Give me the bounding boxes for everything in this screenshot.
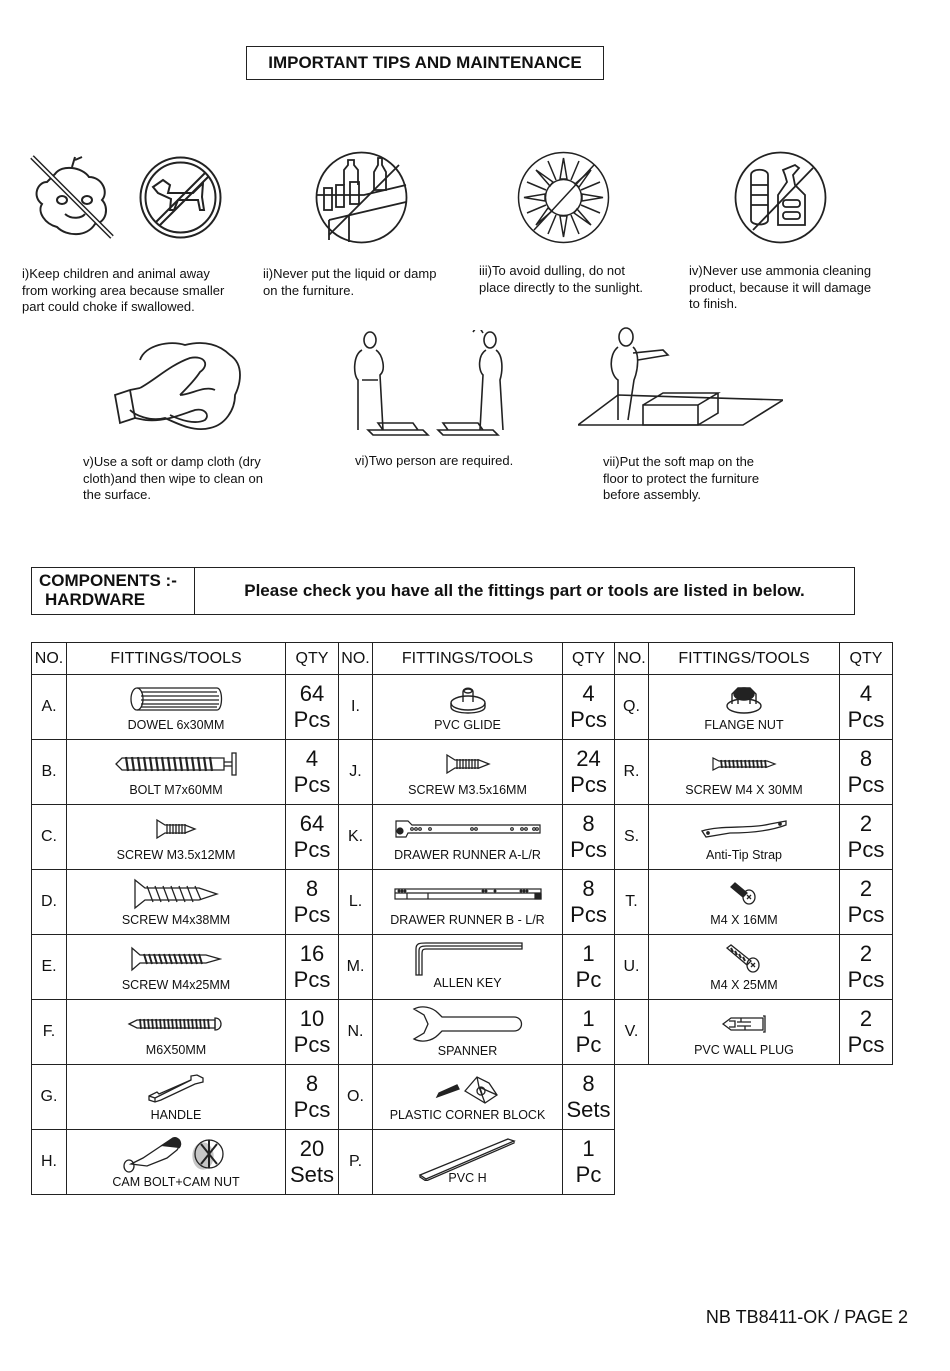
item-qty (286, 675, 339, 740)
item-fitting (373, 740, 563, 805)
allen-key-icon (412, 944, 524, 974)
no-ammonia-cleaner-icon (733, 150, 828, 245)
qty-unit: Pcs (847, 707, 885, 732)
item-qty (563, 740, 615, 805)
qty-number: 4 (859, 681, 873, 706)
qty-number: 1 (582, 941, 595, 966)
table-row (32, 935, 893, 1000)
item-fitting (649, 805, 840, 870)
components-instruction: Please check you have all the fittings part or tools are listed in below. (244, 581, 805, 600)
tip-line: i)Keep children and animal away (22, 266, 210, 281)
empty-cell (615, 1130, 893, 1195)
tip-v-text (83, 454, 263, 504)
qty-unit: Pcs (293, 1032, 331, 1057)
item-no: K. (339, 805, 373, 870)
item-no: G. (32, 1065, 67, 1130)
table-row (32, 1130, 893, 1195)
item-no: M. (339, 935, 373, 1000)
item-qty (840, 935, 893, 1000)
page-title: IMPORTANT TIPS AND MAINTENANCE (246, 46, 604, 80)
item-no: V. (615, 1000, 649, 1065)
item-fitting (67, 805, 286, 870)
qty-number: 16 (299, 941, 325, 966)
item-name: CAM BOLT+CAM NUT (112, 1175, 240, 1189)
tip-line: vi)Two person are required. (355, 453, 514, 468)
item-fitting (67, 675, 286, 740)
cam-bolt-nut-icon (121, 1135, 231, 1173)
no-sunlight-icon (516, 150, 611, 245)
qty-unit: Pcs (293, 707, 331, 732)
tip-iv-text (689, 263, 871, 313)
item-qty (286, 1000, 339, 1065)
item-qty (286, 935, 339, 1000)
qty-number: 1 (582, 1006, 595, 1031)
item-no: L. (339, 870, 373, 935)
item-no: P. (339, 1130, 373, 1195)
item-qty (563, 675, 615, 740)
qty-number: 4 (582, 681, 595, 706)
item-fitting (373, 870, 563, 935)
item-name: PVC H (448, 1171, 487, 1185)
qty-unit: Pcs (570, 707, 607, 732)
strap-icon (700, 812, 788, 846)
hand-wiping-cloth-icon (110, 340, 260, 435)
components-header (31, 567, 855, 615)
tip-line: iv)Never use ammonia cleaning (689, 263, 872, 278)
tip-line: iii)To avoid dulling, do not (479, 263, 625, 278)
item-name: Anti-Tip Strap (706, 848, 782, 862)
pan-head-screw-icon (725, 942, 763, 976)
tip-line: to finish. (689, 296, 738, 311)
header-no: NO. (339, 643, 373, 675)
qty-number: 8 (582, 1071, 595, 1096)
table-header-row (32, 643, 893, 675)
item-no: D. (32, 870, 67, 935)
components-label-line2: HARDWARE (45, 590, 146, 609)
item-fitting (649, 740, 840, 805)
corner-block-icon (435, 1072, 501, 1106)
item-fitting (373, 675, 563, 740)
tip-line: the surface. (83, 487, 151, 502)
qty-number: 64 (299, 681, 325, 706)
tip-line: v)Use a soft or damp cloth (dry (83, 454, 261, 469)
item-name: BOLT M7x60MM (129, 783, 223, 797)
long-screw-icon (127, 1007, 225, 1041)
header-fittings: FITTINGS/TOOLS (373, 643, 563, 675)
screw-icon (133, 877, 219, 911)
components-label-line1: COMPONENTS :- (39, 571, 177, 590)
header-qty: QTY (840, 643, 893, 675)
tip-line: product, because it will damage (689, 279, 872, 295)
item-qty (840, 740, 893, 805)
item-fitting (649, 1000, 840, 1065)
item-name: SCREW M4x38MM (121, 913, 231, 927)
tip-i-text (22, 266, 224, 316)
qty-unit: Pcs (570, 902, 607, 927)
item-name: PVC WALL PLUG (694, 1043, 794, 1057)
two-persons-icon (348, 330, 518, 440)
item-no: J. (339, 740, 373, 805)
item-fitting (649, 870, 840, 935)
item-name: FLANGE NUT (704, 718, 784, 732)
item-no: S. (615, 805, 649, 870)
qty-unit: Pc (575, 1032, 602, 1057)
table-row (32, 675, 893, 740)
qty-unit: Pcs (570, 772, 607, 797)
item-no: H. (32, 1130, 67, 1195)
drawer-runner-icon (393, 877, 543, 911)
screw-icon (130, 942, 222, 976)
page-footer: NB TB8411-OK / PAGE 2 (705, 1307, 908, 1327)
item-no: I. (339, 675, 373, 740)
no-children-icon (27, 152, 117, 242)
item-qty (563, 1130, 615, 1195)
qty-unit: Pcs (293, 1097, 331, 1122)
item-qty (563, 870, 615, 935)
qty-number: 24 (576, 746, 601, 771)
item-fitting (67, 1130, 286, 1195)
item-qty (286, 805, 339, 870)
pan-head-screw-icon (729, 877, 759, 911)
item-fitting (373, 935, 563, 1000)
tip-line: part could choke if swallowed. (22, 299, 195, 314)
table-row (32, 740, 893, 805)
item-fitting (649, 935, 840, 1000)
qty-number: 8 (859, 746, 873, 771)
tip-line: vii)Put the soft map on the (603, 454, 755, 469)
item-qty (563, 805, 615, 870)
item-name: DRAWER RUNNER B - L/R (390, 913, 545, 927)
item-name: ALLEN KEY (433, 976, 502, 990)
item-qty (563, 1000, 615, 1065)
qty-unit: Pcs (293, 772, 331, 797)
item-fitting (373, 1130, 563, 1195)
item-no: C. (32, 805, 67, 870)
item-fitting (373, 1065, 563, 1130)
qty-unit: Pcs (570, 837, 607, 862)
qty-unit: Sets (566, 1097, 611, 1122)
qty-unit: Pcs (847, 967, 885, 992)
item-name: SCREW M3.5x16MM (408, 783, 527, 797)
header-qty: QTY (563, 643, 615, 675)
drawer-runner-icon (394, 812, 542, 846)
tip-vii-text (603, 454, 759, 504)
qty-unit: Pc (575, 967, 602, 992)
item-no: N. (339, 1000, 373, 1065)
qty-unit: Pcs (293, 902, 331, 927)
qty-unit: Pcs (847, 902, 885, 927)
tip-line: from working area because smaller (22, 282, 225, 298)
qty-number: 8 (582, 811, 595, 836)
item-fitting (67, 935, 286, 1000)
qty-number: 1 (582, 1136, 595, 1161)
qty-number: 2 (859, 876, 873, 901)
qty-number: 20 (299, 1136, 325, 1161)
table-row (32, 1065, 893, 1130)
no-liquids-icon (314, 150, 409, 245)
header-fittings: FITTINGS/TOOLS (649, 643, 840, 675)
person-mat-box-icon (578, 325, 783, 430)
item-no: E. (32, 935, 67, 1000)
tip-vi-text (355, 453, 513, 470)
qty-number: 2 (859, 1006, 873, 1031)
no-animals-icon (138, 155, 223, 240)
qty-number: 8 (305, 1071, 319, 1096)
screw-icon (711, 747, 777, 781)
header-fittings: FITTINGS/TOOLS (67, 643, 286, 675)
item-qty (563, 935, 615, 1000)
item-name: PLASTIC CORNER BLOCK (389, 1108, 546, 1122)
hardware-table (31, 642, 893, 1195)
short-screw-icon (155, 812, 197, 846)
item-no: O. (339, 1065, 373, 1130)
table-row (32, 805, 893, 870)
item-qty (286, 870, 339, 935)
item-qty (286, 1065, 339, 1130)
item-no: B. (32, 740, 67, 805)
table-row (32, 1000, 893, 1065)
item-name: SCREW M4 X 30MM (685, 783, 803, 797)
item-qty (840, 870, 893, 935)
qty-unit: Pcs (847, 772, 885, 797)
flange-nut-icon (724, 682, 764, 716)
item-name: M4 X 25MM (710, 978, 778, 992)
item-fitting (67, 870, 286, 935)
item-name: DOWEL 6x30MM (127, 718, 225, 732)
header-no: NO. (32, 643, 67, 675)
tip-line: ii)Never put the liquid or damp (263, 266, 437, 281)
tip-line: floor to protect the furniture (603, 470, 760, 486)
header-no: NO. (615, 643, 649, 675)
qty-number: 10 (299, 1006, 325, 1031)
tip-line: cloth)and then wipe to clean on (83, 470, 263, 486)
item-name: M6X50MM (145, 1043, 207, 1057)
item-no: Q. (615, 675, 649, 740)
qty-unit: Pc (575, 1162, 602, 1187)
qty-number: 8 (582, 876, 595, 901)
short-screw-icon (445, 747, 491, 781)
item-name: M4 X 16MM (710, 913, 778, 927)
tip-iii-text (479, 263, 643, 296)
qty-unit: Pcs (293, 837, 331, 862)
header-qty: QTY (286, 643, 339, 675)
qty-number: 64 (299, 811, 325, 836)
qty-number: 2 (859, 811, 873, 836)
item-name: SCREW M4x25MM (121, 978, 231, 992)
pvc-glide-icon (448, 682, 488, 716)
item-qty (840, 805, 893, 870)
item-fitting (373, 805, 563, 870)
components-label (32, 568, 195, 614)
item-no: A. (32, 675, 67, 740)
bolt-icon (114, 747, 239, 781)
item-no: R. (615, 740, 649, 805)
item-name: HANDLE (150, 1108, 202, 1122)
item-no: U. (615, 935, 649, 1000)
tip-line: before assembly. (603, 487, 702, 502)
item-qty (840, 675, 893, 740)
qty-unit: Pcs (847, 837, 885, 862)
item-name: PVC GLIDE (434, 718, 501, 732)
wall-plug-icon (721, 1007, 767, 1041)
item-qty (286, 740, 339, 805)
qty-unit: Pcs (847, 1032, 885, 1057)
item-fitting (67, 1000, 286, 1065)
item-no: F. (32, 1000, 67, 1065)
item-fitting (649, 675, 840, 740)
tip-line: place directly to the sunlight. (479, 279, 644, 295)
handle-icon (147, 1072, 205, 1106)
qty-number: 8 (305, 876, 319, 901)
qty-unit: Sets (289, 1162, 335, 1187)
item-no: T. (615, 870, 649, 935)
item-qty (840, 1000, 893, 1065)
item-name: SCREW M3.5x12MM (116, 848, 236, 862)
item-qty (286, 1130, 339, 1195)
item-fitting (67, 1065, 286, 1130)
item-fitting (373, 1000, 563, 1065)
qty-number: 2 (859, 941, 873, 966)
table-row (32, 870, 893, 935)
tip-ii-text (263, 266, 436, 299)
tip-line: on the furniture. (263, 282, 355, 298)
qty-number: 4 (305, 746, 319, 771)
item-name: SPANNER (437, 1044, 498, 1058)
item-qty (563, 1065, 615, 1130)
dowel-icon (129, 682, 224, 716)
item-fitting (67, 740, 286, 805)
empty-cell (615, 1065, 893, 1130)
spanner-icon (410, 1006, 525, 1042)
qty-unit: Pcs (293, 967, 331, 992)
item-name: DRAWER RUNNER A-L/R (394, 848, 541, 862)
